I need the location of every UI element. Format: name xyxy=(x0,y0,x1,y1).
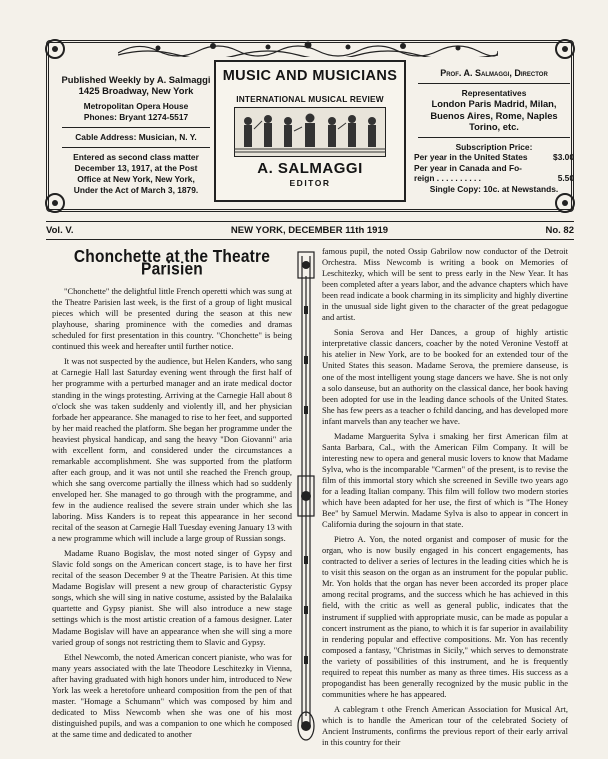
article-paragraph: Sonia Serova and Her Dances, a group of highly artistic interpretative classic dancers, coacher by the noted Veronine Vestoff at his atelier in New York, are to be booked for an extended tour of the United States this season. Madame Serova, the premiere danseuse, is one of the most intelligent young stage dancers we have. She is not only a solo danseuse, but an authority on the classical dance, her book having been adopted for use in the leading dance schools of the United States. She has few peers as a teacher o fchild dancing, and has developed more infant marvels than any teacher we have. xyxy=(322,327,568,426)
article-paragraph: Ethel Newcomb, the noted American concert pianiste, who was for many years associated with the late Theodore Leschitezky in Vienna, after having graduated with high honors under him, introduced to New York las week a heretofore unheard composition from the pen of that master. "Homage a Schumann" which was composed by him and dedicated to Miss Newcomb when she was one of his most distinguished pupils, and was a companion to one which he composed at the same time and dedicated to another xyxy=(52,651,292,739)
subscription-foreign-row xyxy=(414,173,574,184)
corner-ornament-icon xyxy=(42,36,68,62)
subscription-us-row xyxy=(414,152,574,163)
single-copy-price: Single Copy: 10c. at Newstands. xyxy=(429,184,559,195)
entry-notice-line: Office at New York, New York, xyxy=(77,174,195,184)
phones-line: Phones: Bryant 1274-5517 xyxy=(83,112,189,122)
publisher-line: Published Weekly by A. Salmaggi xyxy=(61,74,211,85)
cable-address: Cable Address: Musician, N. Y. xyxy=(75,132,197,142)
subscription-us-price: $3.00 xyxy=(553,152,574,163)
article-paragraph: A cablegram t othe French American Association for Musical Art, which is to handle the American tour of the celebrated Society of Ancient Instruments, confirms the previous report of their early arrival in this country for their xyxy=(322,703,568,748)
musicians-procession-engraving-icon xyxy=(234,107,386,157)
separator-rule xyxy=(62,147,210,148)
entry-notice-line: December 13, 1917, at the Post xyxy=(74,163,198,173)
editor-role: EDITOR xyxy=(289,178,331,188)
floral-scroll-ornament-icon xyxy=(118,41,498,57)
article-paragraph: famous pupil, the noted Ossip Gabrilow now conductor of the Detroit Orchestra. Miss Newcomb is writing a book on Memories of Leschitezky, which will be sent to press early in the New Year. It has been completed after a years labor, and the advance chapters which have been read indicate a book charming in its simplicity and highly divertine in the unusual side light given to the character of the great pedagogue and artist. xyxy=(322,246,568,323)
masthead-left-info xyxy=(60,74,212,196)
publisher-address: 1425 Broadway, New York xyxy=(78,85,194,96)
article-paragraph: It was not suspected by the audience, but Helen Kanders, who sang at Carnegie Hall last Saturday evening went through the first half of her programme with a perturbed manager and an irate medical doctor standing in the wings protesting. Arriving at the Carnegie Hall about 8 o'clock she was taken suddenly and violently ill, and her physician forbade her appearance. She managed to rise to her feet, and supported by her maid reached the platform. She began her programme under the heaviest physical handicap, and sang the heavy "Don Giovanni" aria with excellent form, and considered under the circumstances a remarkable accomplishment. She was supported from the platform after each group, and it was not until she reached the French group, which she sang overcome partially the illness which had so suddenly enveloped her. She managed to go through with the programme, and few in the audience realised the severe strain under which she las laboring. Miss Kanders is to repeat this appearance in her second recital of the season at Carnegie Hall Tuesday evening January 13 with a new programme which will include a large group of Russian songs. xyxy=(52,356,292,544)
subscription-foreign-price: 5.50 xyxy=(557,173,574,184)
representatives-label: Representatives xyxy=(461,87,527,98)
dateline-rule-top xyxy=(46,221,574,222)
cities-line: Buenos Aires, Rome, Naples xyxy=(430,109,558,121)
cities-line: London Paris Madrid, Milan, xyxy=(431,98,557,110)
article-paragraph: Pietro A. Yon, the noted organist and composer of music for the organ, who is now busily engaged in his concert engagements, has contracted to deliver a series of lectures in the leading cities which he is to visit this season on the organ as an instrument for the popular public. Mr. Yon holds that the organ has never been accorded its proper place among recital programs, and the success which he has achieved in this field, with the critic as well as general public, indicates that the instrument if supplied with appropriate music, can be made as popular a concert instrument as the piano, to which it is far superior in availability in rendering popular and effective compositions. Mr. Yon has recently composed a fantasy, "Christmas in Sicily," which serves to demonstrate the variety of possibilities of this instrument, and he is frequently required to repeat this number as many as three times. His success as a propogandist has been generally recognized by the music public in the communities where he has appeared. xyxy=(322,534,568,699)
issue-number: No. 82 xyxy=(545,225,574,236)
subscription-label: Subscription Price: xyxy=(455,141,533,152)
editor-name: A. SALMAGGI xyxy=(257,160,363,177)
article-paragraph: Madame Ruano Bogislav, the most noted singer of Gypsy and Slavic fold songs on the American concert stage, is to have her first recital of the season December 9 at the Theatre Parisien. At this time Madame Bogislav will present a new group of characteristic Gypsy songs, which she will sing in native costume, assisted by the Balalaika quartette and Gypsy pianist. She will also introduce a new stage settings which is the most artistic creation of a famous designer. Later Madame Bogislav will have an appearance when she will sing a more varied group of songs not restricting them to Slavic and Gypsy. xyxy=(52,548,292,647)
cities-line: Torino, etc. xyxy=(469,121,519,133)
article-column-right xyxy=(322,246,568,748)
separator-rule xyxy=(62,127,210,128)
entry-notice-line: Under the Act of March 3, 1879. xyxy=(73,185,199,195)
publication-title: MUSIC AND MUSICIANS xyxy=(222,68,398,84)
venue-line: Metropolitan Opera House xyxy=(83,101,189,111)
masthead-right-info xyxy=(414,68,574,195)
article-paragraph: Madame Marguerita Sylva i smaking her first American film at Santa Barbara, Cal., with the American Film Company. It will be interesting new to opera and general music lovers to know that Madame Sylva, who is the incomparable "Carmen" of the present, is to revise the film of this immortal story which she screened in Seville two years ago for a leading Italian company. This film will follow two modern stories which have been adapted for her use, the first of which is "The Honey Bee" by Samuel Merwin. Madame Sylva is also to appear in concert in California during the sojourn in that state. xyxy=(322,430,568,530)
subscription-foreign-row xyxy=(414,163,574,174)
entry-notice-line: Entered as second class matter xyxy=(73,152,199,162)
separator-rule xyxy=(418,137,570,138)
subscription-us-label: Per year in the United States xyxy=(414,152,528,163)
volume-number: Vol. V. xyxy=(46,225,74,236)
article-column-left xyxy=(52,246,292,740)
separator-rule xyxy=(418,83,570,84)
dateline-rule-bottom xyxy=(46,239,574,240)
subscription-foreign-label: reign . . . . . . . . . . xyxy=(414,173,482,184)
corner-ornament-icon xyxy=(552,36,578,62)
art-nouveau-vertical-ornament-icon xyxy=(294,246,318,746)
publication-subtitle: INTERNATIONAL MUSICAL REVIEW xyxy=(236,94,384,104)
subscription-foreign-label: Per year in Canada and Fo- xyxy=(414,162,522,173)
article-paragraph: "Chonchette" the delightful little French operetti which was sung at the Theatre Parisien last week, is the first of a group of light musical pieces which will be presented during the season at this new playhouse, sharing prominence with the comedies and dramas scheduled for first presentation in this country. "Chonchette" is being continued this week and hereafter until further notice. xyxy=(52,286,292,352)
director-line: Prof. A. Salmaggi, Director xyxy=(440,68,548,78)
dateline xyxy=(46,225,574,236)
issue-date: NEW YORK, DECEMBER 11th 1919 xyxy=(230,225,389,236)
article-headline: Chonchette at the Theatre Parisien xyxy=(73,246,271,280)
